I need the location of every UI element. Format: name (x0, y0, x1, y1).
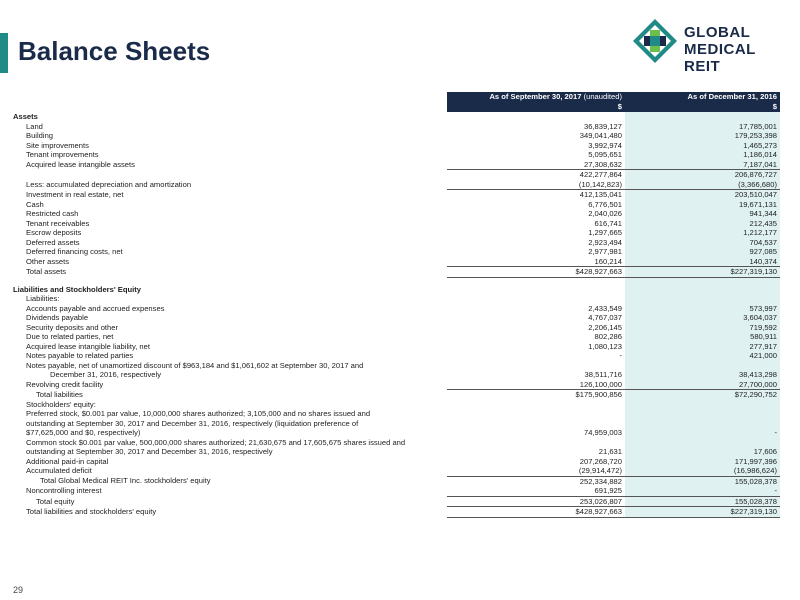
row-label: Total assets (26, 267, 67, 276)
row-value-current (447, 277, 625, 285)
table-row (10, 219, 780, 229)
row-label: Cash (26, 199, 44, 209)
table-row (10, 332, 780, 342)
header-current-period (447, 92, 625, 102)
row-label: Revolving credit facility (26, 379, 104, 389)
row-value-prior: $227,319,130 (625, 507, 780, 518)
row-label: Dividends payable (26, 313, 89, 322)
row-label: Stockholders' equity: (26, 399, 96, 409)
table-row (10, 112, 780, 122)
company-logo (632, 18, 792, 75)
page-title: Balance Sheets (18, 36, 211, 66)
row-value-prior: 179,253,398 (625, 131, 780, 141)
row-value-prior: (3,366,680) (625, 180, 780, 190)
row-value-prior: 19,671,131 (625, 200, 780, 210)
row-value-current: 1,080,123 (588, 341, 622, 351)
row-label (10, 277, 447, 285)
header-prior-period: As of December 31, 2016 (625, 92, 780, 102)
row-label: Liabilities and Stockholders' Equity (13, 284, 141, 294)
row-value-prior (625, 409, 780, 419)
row-value-current: (29,914,472) (578, 466, 622, 475)
row-value-prior: 580,911 (625, 332, 780, 342)
row-value-prior: 27,700,000 (625, 380, 780, 390)
row-value-current (447, 438, 625, 448)
table-row (10, 277, 780, 285)
row-value-current: 4,767,037 (588, 313, 622, 322)
row-value-prior (625, 285, 780, 295)
table-row (10, 141, 780, 151)
row-value-current (447, 285, 625, 295)
row-value-current: 2,923,494 (588, 237, 622, 247)
table-row (10, 361, 780, 371)
row-value-prior: 206,876,727 (625, 170, 780, 180)
logo-line-1: GLOBAL (684, 24, 751, 41)
row-value-current (447, 294, 625, 304)
row-value-prior (625, 277, 780, 285)
row-label: outstanding at September 30, 2017 and December 31, 2016, respectively (26, 447, 273, 456)
table-row (10, 190, 780, 200)
row-value-current: 160,214 (594, 256, 622, 266)
table-row (10, 380, 780, 390)
row-value-prior: 203,510,047 (625, 190, 780, 200)
row-label: Building (26, 131, 54, 140)
table-row (10, 122, 780, 132)
row-label: Total liabilities and stockholders' equity (26, 507, 157, 516)
row-value-current (447, 112, 625, 122)
row-label: Noncontrolling interest (26, 486, 102, 496)
table-row (10, 304, 780, 314)
row-label: Tenant receivables (26, 218, 90, 228)
row-label: Liabilities: (26, 294, 60, 303)
row-label: Escrow deposits (26, 228, 82, 237)
table-row (10, 131, 780, 141)
row-value-prior: 421,000 (625, 351, 780, 361)
row-value-current (447, 409, 625, 419)
row-label: Deferred assets (26, 237, 80, 247)
table-row (10, 390, 780, 400)
row-value-prior: 719,592 (625, 323, 780, 333)
row-value-prior: 155,028,378 (625, 476, 780, 486)
row-value-current: 126,100,000 (579, 379, 622, 389)
row-value-current: 616,741 (594, 218, 622, 228)
row-value-prior: $72,290,752 (625, 390, 780, 400)
row-label: Acquired lease intangible assets (26, 159, 135, 169)
row-label: Total equity (36, 496, 75, 506)
row-value-prior: 1,186,014 (625, 150, 780, 160)
row-label: Total liabilities (36, 389, 83, 399)
table-row (10, 313, 780, 323)
row-value-current (447, 400, 625, 410)
row-value-prior: (16,986,624) (625, 466, 780, 476)
table-row (10, 160, 780, 170)
row-label: Due to related parties, net (26, 332, 114, 341)
row-value-current: 2,433,549 (588, 303, 622, 313)
table-row (10, 257, 780, 267)
row-value-prior: 7,187,041 (625, 160, 780, 170)
row-value-current: 74,959,003 (583, 428, 622, 437)
row-value-prior (625, 294, 780, 304)
table-row (10, 228, 780, 238)
row-value-prior: 3,604,037 (625, 313, 780, 323)
table-row (10, 476, 780, 486)
row-value-current: 253,026,807 (447, 496, 625, 507)
table-row (10, 267, 780, 278)
row-value-current: 802,286 (594, 332, 622, 341)
row-label: Common stock $0.001 par value, 500,000,000 shares authorized; 21,630,675 and 17,605,675 shares issued and (26, 437, 406, 447)
row-label: Total Global Medical REIT Inc. stockholders' equity (40, 476, 211, 486)
row-value-prior: 941,344 (625, 209, 780, 219)
row-value-current (447, 419, 625, 429)
row-value-current (447, 361, 625, 371)
currency-header-row (10, 102, 780, 112)
row-value-prior: 140,374 (625, 257, 780, 267)
currency-prior: $ (625, 102, 780, 112)
row-value-current: 27,308,632 (583, 159, 622, 169)
table-row (10, 438, 780, 448)
row-value-current: 412,135,041 (447, 190, 625, 200)
row-value-prior: 17,606 (625, 447, 780, 457)
row-value-prior: - (625, 486, 780, 496)
row-value-current: 6,776,501 (588, 199, 622, 209)
row-value-current: 349,041,480 (579, 131, 622, 140)
row-value-prior (625, 438, 780, 448)
table-row (10, 200, 780, 210)
balance-sheet-table (10, 92, 780, 518)
logo-wordmark (684, 24, 792, 75)
row-value-prior (625, 400, 780, 410)
table-row (10, 466, 780, 476)
row-value-prior: 212,435 (625, 219, 780, 229)
logo-line-2: MEDICAL REIT (684, 41, 756, 75)
row-value-current: $428,927,663 (447, 267, 625, 278)
row-value-current: 691,925 (594, 486, 622, 495)
table-row (10, 323, 780, 333)
row-value-prior: 1,465,273 (625, 141, 780, 151)
header-current-date: As of September 30, 2017 (489, 92, 582, 101)
accent-bar (0, 33, 8, 73)
table-row (10, 447, 780, 457)
table-row (10, 370, 780, 380)
row-label: Site improvements (26, 140, 89, 150)
table-row (10, 351, 780, 361)
table-row (10, 170, 780, 180)
table-row (10, 247, 780, 257)
row-value-current: 38,511,716 (584, 370, 622, 379)
row-label: Other assets (26, 256, 70, 266)
logo-mark-icon (632, 18, 678, 64)
row-label: December 31, 2016, respectively (50, 370, 162, 379)
table-row (10, 209, 780, 219)
row-value-current: 21,631 (598, 447, 622, 456)
row-value-current: 207,268,720 (579, 456, 622, 466)
row-label: Restricted cash (26, 209, 79, 218)
row-label: Notes payable, net of unamortized discount of $963,184 and $1,061,602 at September 30, 2017 and (26, 360, 364, 370)
page-number: 29 (13, 585, 24, 595)
table-row (10, 428, 780, 438)
row-value-prior (625, 419, 780, 429)
row-value-current: 2,040,026 (588, 209, 622, 218)
table-row (10, 486, 780, 496)
row-label: $77,625,000 and $0, respectively) (26, 428, 141, 437)
row-label: Accounts payable and accrued expenses (26, 303, 165, 313)
row-value-prior: 171,997,396 (625, 457, 780, 467)
row-label: Additional paid-in capital (26, 456, 109, 466)
row-label: Tenant improvements (26, 150, 99, 159)
row-value-current: 36,839,127 (583, 121, 622, 131)
currency-current: $ (447, 102, 625, 112)
table-row (10, 180, 780, 190)
table-row (10, 294, 780, 304)
row-label: Assets (13, 112, 38, 121)
row-value-prior (625, 112, 780, 122)
row-value-prior: 1,212,177 (625, 228, 780, 238)
row-label: Less: accumulated depreciation and amortization (26, 179, 192, 189)
table-row (10, 507, 780, 518)
column-header-row (10, 92, 780, 102)
table-row (10, 409, 780, 419)
row-value-current: 422,277,864 (447, 170, 625, 180)
row-label: Deferred financing costs, net (26, 247, 123, 256)
row-value-prior: 704,537 (625, 238, 780, 248)
row-value-current: - (619, 351, 622, 360)
row-value-current: $175,900,856 (447, 390, 625, 400)
row-label: Acquired lease intangible liability, net (26, 341, 150, 351)
row-value-prior: - (625, 428, 780, 438)
row-value-current: 1,297,665 (588, 228, 622, 237)
row-value-current: 2,977,981 (588, 247, 622, 256)
row-value-prior: 573,997 (625, 304, 780, 314)
row-value-current: $428,927,663 (447, 507, 625, 518)
row-value-prior: 155,028,378 (625, 496, 780, 507)
row-value-prior (625, 361, 780, 371)
row-value-current: 2,206,145 (588, 322, 622, 332)
table-row (10, 400, 780, 410)
header-label-cell (10, 92, 447, 102)
row-label: outstanding at September 30, 2017 and December 31, 2016, respectively (liquidation preference of (26, 418, 359, 428)
table-row (10, 150, 780, 160)
row-value-prior: 38,413,298 (625, 370, 780, 380)
table-row (10, 342, 780, 352)
row-value-prior: 927,085 (625, 247, 780, 257)
row-value-prior: 277,917 (625, 342, 780, 352)
table-row (10, 496, 780, 507)
row-label: Notes payable to related parties (26, 351, 134, 360)
row-value-prior: $227,319,130 (625, 267, 780, 278)
header-unaudited-note: (unaudited) (583, 92, 622, 101)
row-value-current: 3,992,974 (588, 140, 622, 150)
row-value-current: (10,142,823) (578, 179, 622, 189)
row-label: Investment in real estate, net (26, 189, 124, 199)
table-row (10, 285, 780, 295)
row-value-current: 5,095,651 (588, 150, 622, 159)
row-value-prior: 17,785,001 (625, 122, 780, 132)
row-label: Security deposits and other (26, 322, 119, 332)
row-label: Accumulated deficit (26, 466, 92, 476)
row-label: Land (26, 121, 43, 131)
table-row (10, 419, 780, 429)
currency-label-cell (10, 102, 447, 112)
row-label: Preferred stock, $0.001 par value, 10,000,000 shares authorized; 3,105,000 and no shares issued and (26, 409, 371, 418)
row-value-current: 252,334,882 (447, 476, 625, 486)
row-label (10, 170, 447, 180)
table-row (10, 457, 780, 467)
table-row (10, 238, 780, 248)
